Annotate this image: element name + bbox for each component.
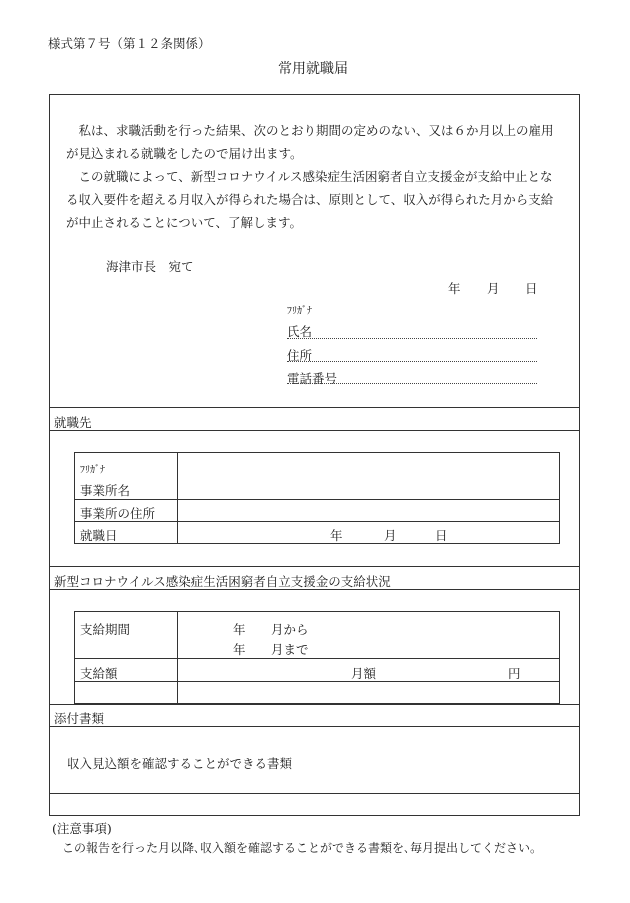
applicant-address-field[interactable] bbox=[287, 361, 537, 362]
period-from-month: 月から bbox=[271, 622, 309, 637]
applicant-phone-label: 電話番号 bbox=[287, 371, 338, 386]
start-date-label: 就職日 bbox=[80, 528, 118, 543]
applicant-address-label: 住所 bbox=[287, 348, 313, 363]
applicant-furigana-label: ﾌﾘｶﾞﾅ bbox=[287, 306, 312, 317]
attachments-section-heading: 添付書類 bbox=[54, 711, 105, 726]
office-name-label: 事業所名 bbox=[80, 483, 131, 498]
support-amount-label: 支給額 bbox=[80, 666, 118, 681]
date-month-label: 月 bbox=[487, 281, 500, 296]
support-period-label: 支給期間 bbox=[80, 622, 131, 637]
applicant-phone-field[interactable] bbox=[287, 383, 537, 384]
attachment-item: 収入見込額を確認することができる書類 bbox=[67, 756, 293, 771]
office-address-field[interactable] bbox=[179, 501, 557, 520]
start-year-label: 年 bbox=[330, 528, 343, 543]
monthly-amount-label: 月額 bbox=[351, 666, 377, 681]
divider bbox=[49, 793, 580, 794]
applicant-name-field[interactable] bbox=[287, 338, 537, 339]
declaration bbox=[66, 119, 562, 234]
office-name-field[interactable] bbox=[179, 454, 557, 498]
support-section-heading: 新型コロナウイルス感染症生活困窮者自立支援金の支給状況 bbox=[54, 574, 391, 589]
row-divider bbox=[74, 681, 560, 682]
employment-section-heading: 就職先 bbox=[54, 415, 92, 430]
divider bbox=[49, 430, 580, 431]
start-day-label: 日 bbox=[435, 528, 448, 543]
office-address-label: 事業所の住所 bbox=[80, 506, 156, 521]
divider bbox=[49, 566, 580, 567]
period-to-month: 月まで bbox=[271, 642, 309, 657]
divider bbox=[49, 407, 580, 408]
form-number: 様式第７号（第１２条関係） bbox=[48, 36, 211, 51]
column-divider bbox=[177, 452, 178, 544]
notes-heading: (注意事項) bbox=[52, 821, 112, 836]
declaration-paragraph-1: 私は、求職活動を行った結果、次のとおり期間の定めのない、又は６か月以上の雇用が見込まれる就職をしたので届け出ます。 bbox=[66, 123, 554, 161]
notes-text: この報告を行った月以降､収入額を確認することができる書類を､毎月提出してください｡ bbox=[62, 841, 537, 855]
divider bbox=[49, 726, 580, 727]
start-month-label: 月 bbox=[384, 528, 397, 543]
yen-label: 円 bbox=[508, 666, 521, 681]
office-furigana-label: ﾌﾘｶﾞﾅ bbox=[80, 465, 105, 476]
date-year-label: 年 bbox=[448, 281, 461, 296]
date-day-label: 日 bbox=[525, 281, 538, 296]
declaration-paragraph-2: この就職によって、新型コロナウイルス感染症生活困窮者自立支援金が支給中止となる収入要件を超える月収入が得られた場合は、原則として、収入が得られた月から支給が中止されることについて、了解します。 bbox=[66, 169, 554, 230]
divider bbox=[49, 589, 580, 590]
addressee: 海津市長 宛て bbox=[106, 259, 194, 274]
applicant-name-label: 氏名 bbox=[287, 324, 313, 339]
row-divider bbox=[74, 658, 560, 659]
period-from-year: 年 bbox=[233, 622, 246, 637]
row-divider bbox=[74, 499, 560, 500]
period-to-year: 年 bbox=[233, 642, 246, 657]
page-title: 常用就職届 bbox=[278, 61, 348, 77]
divider bbox=[49, 704, 580, 705]
